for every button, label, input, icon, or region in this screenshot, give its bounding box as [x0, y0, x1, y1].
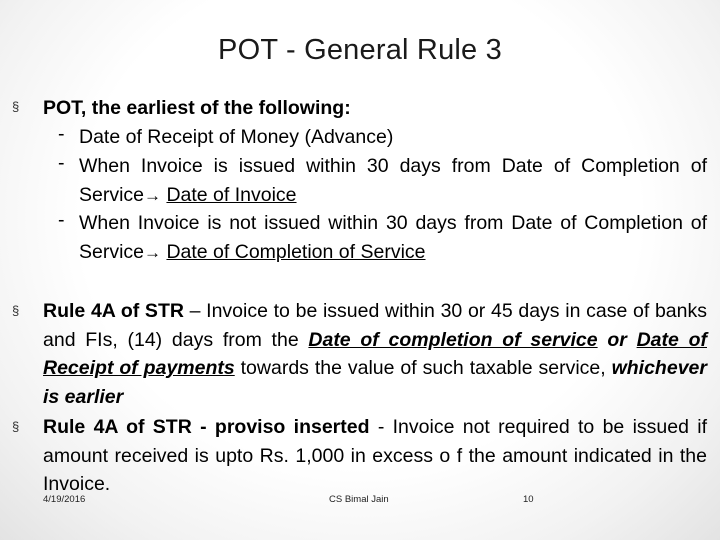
bullet-3: §	[12, 419, 20, 434]
section2-t1: – Invoice to be issued within 30 or 45 days in case of banks and FIs, (14) days from the	[43, 300, 707, 351]
section2-t2: towards the value of such taxable service,	[234, 357, 612, 379]
footer-author: CS Bimal Jain	[329, 494, 389, 505]
section3-paragraph	[43, 413, 707, 499]
section1-item2	[79, 152, 707, 210]
slide-title: POT - General Rule 3	[218, 34, 502, 66]
bullet-2: §	[12, 303, 20, 318]
section1-item1: Date of Receipt of Money (Advance)	[79, 126, 394, 148]
footer-page-number: 10	[523, 494, 534, 505]
section2-e1: Date of completion of service	[308, 328, 598, 351]
section3-lead: Rule 4A of STR - proviso inserted	[43, 416, 370, 438]
item3-link: Date of Completion of Service	[166, 240, 426, 263]
section2-e3: Date of Receipt of payments	[43, 328, 707, 379]
item2-link: Date of Invoice	[166, 183, 297, 206]
section1-item3	[79, 209, 707, 267]
section2-paragraph	[43, 297, 707, 411]
arrow-icon: →	[144, 242, 162, 262]
item3-text: When Invoice is not issued within 30 days from Date of Completion of Service	[79, 212, 707, 263]
dash-2: -	[58, 152, 65, 174]
section2-e4: whichever is earlier	[43, 357, 707, 408]
section2-lead: Rule 4A of STR	[43, 300, 184, 322]
section2-e2: or	[607, 328, 627, 351]
section3-t1: - Invoice not required to be issued if amount received is upto Rs. 1,000 in excess o f the amount indicated in the Invoice.	[43, 416, 708, 495]
arrow-icon: →	[144, 185, 162, 205]
section1-heading: POT, the earliest of the following:	[43, 97, 351, 119]
item2-text: When Invoice is issued within 30 days from Date of Completion of Service	[79, 155, 707, 206]
bullet-1: §	[12, 99, 20, 114]
dash-1: -	[58, 123, 65, 145]
dash-3: -	[58, 209, 65, 231]
footer-date: 4/19/2016	[43, 494, 86, 505]
